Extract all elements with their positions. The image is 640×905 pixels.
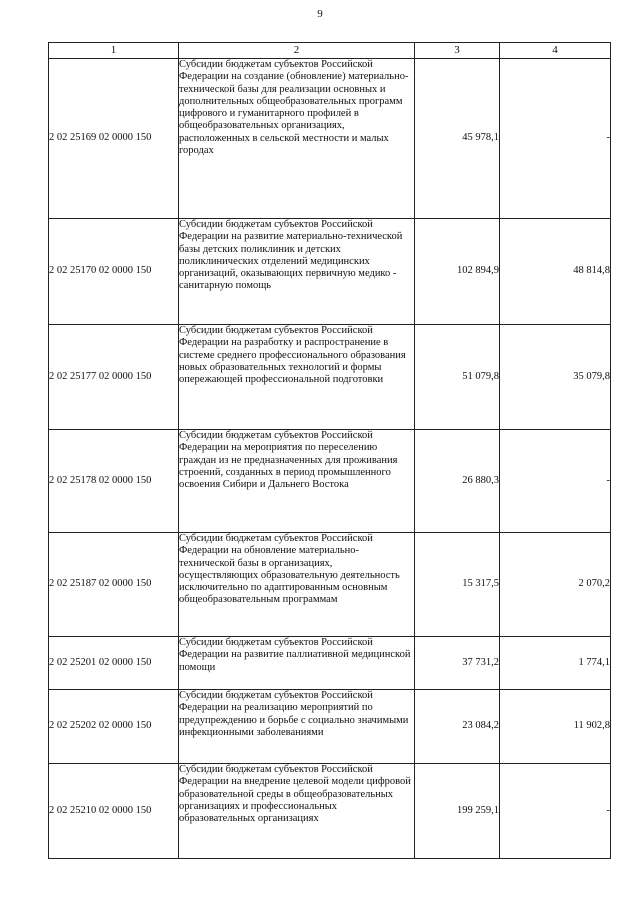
column-header-3: 3 xyxy=(415,43,500,59)
budget-code-cell: 2 02 25201 02 0000 150 xyxy=(49,637,179,690)
description-cell: Субсидии бюджетам субъектов Российской Федерации на мероприятия по переселению граждан из не предназначенных для проживания строений, созданных в период промышленного освоения Сибири и Дальнего Востока xyxy=(179,430,415,533)
table-row xyxy=(49,325,611,430)
column-header-2: 2 xyxy=(179,43,415,59)
table-header-row xyxy=(49,43,611,59)
table-row xyxy=(49,59,611,219)
table-row xyxy=(49,764,611,859)
column-header-4: 4 xyxy=(500,43,611,59)
column-4-value: 35 079,8 xyxy=(500,325,611,430)
description-cell: Субсидии бюджетам субъектов Российской Федерации на развитие паллиативной медицинской помощи xyxy=(179,637,415,690)
column-3-value: 23 084,2 xyxy=(415,690,500,764)
budget-code-cell: 2 02 25187 02 0000 150 xyxy=(49,533,179,637)
budget-code-cell: 2 02 25210 02 0000 150 xyxy=(49,764,179,859)
column-3-value: 199 259,1 xyxy=(415,764,500,859)
description-cell: Субсидии бюджетам субъектов Российской Федерации на создание (обновление) материально-технической базы для реализации основных и дополнительных общеобразовательных программ цифрового и гуманитарного профилей в общеобразовательных организациях, расположенных в сельской местности и малых городах xyxy=(179,59,415,219)
budget-code-cell: 2 02 25177 02 0000 150 xyxy=(49,325,179,430)
budget-table xyxy=(48,42,611,859)
column-4-value: 2 070,2 xyxy=(500,533,611,637)
column-4-value: 11 902,8 xyxy=(500,690,611,764)
budget-code-cell: 2 02 25202 02 0000 150 xyxy=(49,690,179,764)
table-row xyxy=(49,219,611,325)
description-cell: Субсидии бюджетам субъектов Российской Федерации на разработку и распространение в системе среднего профессионального образования новых образовательных технологий и формы опережающей профессиональной подготовки xyxy=(179,325,415,430)
table-row xyxy=(49,637,611,690)
column-3-value: 45 978,1 xyxy=(415,59,500,219)
description-cell: Субсидии бюджетам субъектов Российской Федерации на обновление материально-технической базы в организациях, осуществляющих образовательную деятельность исключительно по адаптированным основным общеобразовательным программам xyxy=(179,533,415,637)
description-cell: Субсидии бюджетам субъектов Российской Федерации на развитие материально-технической базы детских поликлиник и детских поликлинических отделений медицинских организаций, оказывающих первичную медико - санитарную помощь xyxy=(179,219,415,325)
column-4-value: - xyxy=(500,764,611,859)
budget-code-cell: 2 02 25170 02 0000 150 xyxy=(49,219,179,325)
column-4-value: - xyxy=(500,59,611,219)
table-row xyxy=(49,690,611,764)
column-3-value: 26 880,3 xyxy=(415,430,500,533)
table-row xyxy=(49,430,611,533)
column-3-value: 51 079,8 xyxy=(415,325,500,430)
column-4-value: 1 774,1 xyxy=(500,637,611,690)
column-4-value: - xyxy=(500,430,611,533)
column-3-value: 15 317,5 xyxy=(415,533,500,637)
page-number: 9 xyxy=(317,8,323,20)
budget-code-cell: 2 02 25169 02 0000 150 xyxy=(49,59,179,219)
column-3-value: 37 731,2 xyxy=(415,637,500,690)
description-cell: Субсидии бюджетам субъектов Российской Федерации на внедрение целевой модели цифровой образовательной среды в общеобразовательных организациях и профессиональных образовательных организациях xyxy=(179,764,415,859)
budget-code-cell: 2 02 25178 02 0000 150 xyxy=(49,430,179,533)
column-3-value: 102 894,9 xyxy=(415,219,500,325)
table-row xyxy=(49,533,611,637)
column-4-value: 48 814,8 xyxy=(500,219,611,325)
column-header-1: 1 xyxy=(49,43,179,59)
description-cell: Субсидии бюджетам субъектов Российской Федерации на реализацию мероприятий по предупреждению и борьбе с социально значимыми инфекционными заболеваниями xyxy=(179,690,415,764)
